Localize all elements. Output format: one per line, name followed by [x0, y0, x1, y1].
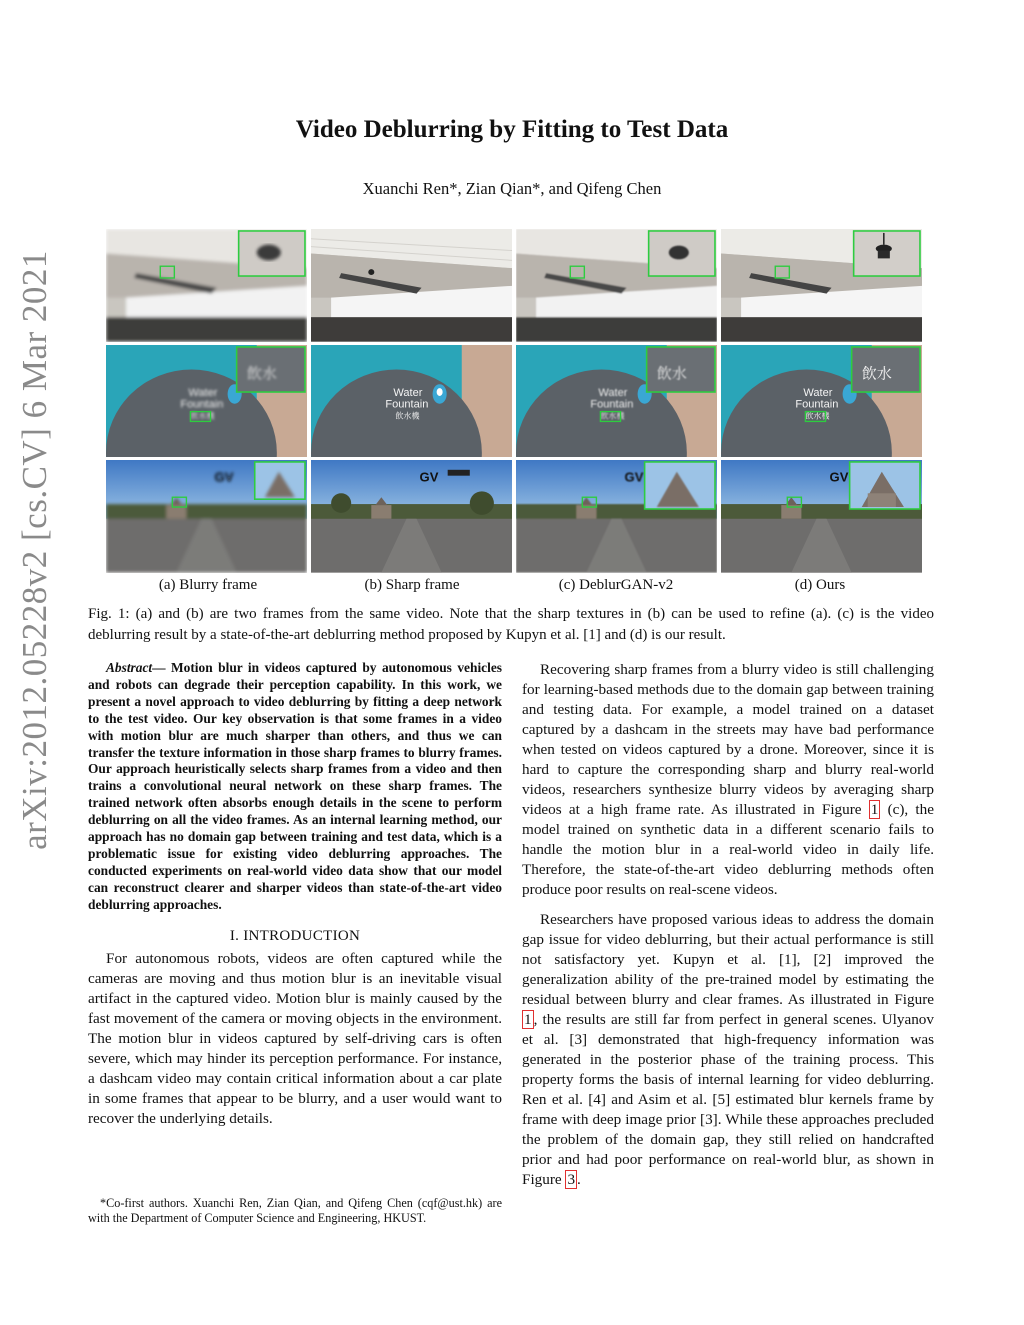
- intro-paragraph: For autonomous robots, videos are often captured while the cameras are moving and thus motion blur is an inevitable visual artifact in the captured video. Motion blur is mainly caused by the fast movement of the camera or moving objects in the environment. The motion blur in videos captured by self-driving cars is often severe, which may hinder its perception performance. For instance, a dashcam video may contain critical information about a car plate in some frames that appear to be blurry, and a user would want to recover the underlying details.: [88, 949, 502, 1127]
- subcaption-b: (b) Sharp frame: [364, 577, 460, 593]
- image-indoor-ours: [721, 229, 922, 342]
- street-letters-text: GV: [214, 470, 234, 485]
- inset-chinese-text: 飲水: [246, 364, 277, 382]
- sign-fountain-text: Fountain: [180, 398, 224, 411]
- figure-1-grid: [106, 229, 922, 573]
- abstract-dash: —: [152, 660, 172, 675]
- subcaption-d: (d) Ours: [794, 577, 846, 593]
- figure-ref-link[interactable]: 3: [567, 1171, 576, 1188]
- image-indoor-deblurgan: [516, 229, 717, 342]
- sign-water-text: Water: [393, 386, 423, 399]
- sign-chinese-text: 飲水機: [600, 411, 625, 421]
- sign-water-text: Water: [598, 386, 628, 399]
- sign-chinese-text: 飲水機: [395, 411, 420, 421]
- right-paragraph-1: [522, 660, 934, 900]
- right-p1-before: Recovering sharp frames from a blurry video is still challenging for learning-based methods due to the domain gap between training and testing data. For example, a model trained on a dataset captured by a dashcam in the streets may have bad performance when tested on videos captured by a drone. Moreover, since it is hard to capture the corresponding sharp and blurry real-world videos, researchers synthesize blurry videos by averaging sharp videos at a high frame rate. As illustrated in Figure: [522, 661, 934, 818]
- arxiv-identifier: [10, 150, 60, 950]
- right-p1-after: (c), the model trained on synthetic data in a different scenario fails to handle the motion blur in a real-world video in daily life. Therefore, the state-of-the-art video deblurring methods often produce poor results on real-scene videos.: [522, 801, 934, 898]
- street-letters-text: GV: [829, 470, 849, 485]
- figure-ref-link[interactable]: 1: [524, 1011, 532, 1028]
- image-street-blurry: [106, 460, 307, 573]
- sign-water-text: Water: [188, 386, 218, 399]
- subcaption-a: (a) Blurry frame: [158, 577, 258, 593]
- sign-fountain-text: Fountain: [385, 398, 429, 411]
- right-paragraph-2: [522, 910, 934, 1190]
- abstract-text: Motion blur in videos captured by autonomous vehicles and robots can degrade their perception capability. In this work, we present a novel approach to video deblurring by fitting a deep network to the test video. Our key observation is that some frames in a video with motion blur are much sharper than others, and thus we can transfer the texture information in those sharp frames to blurry frames. Our approach heuristically selects sharp frames from a video and then trains a convolutional neural network on these sharp frames. The trained network often absorbs enough details in the scene to perform deblurring on all the video frames. As an internal learning method, our approach has no domain gap between training and test data, which is a problematic issue for existing video deblurring approaches. The conducted experiments on real-world video data show that our model can reconstruct clearer and sharper videos than state-of-the-art video deblurring approaches.: [88, 660, 502, 912]
- inset-chinese-text: 飲水: [861, 364, 892, 382]
- subcaption-c: (c) DeblurGAN-v2: [558, 577, 674, 593]
- image-street-deblurgan: [516, 460, 717, 573]
- paper-title: Video Deblurring by Fitting to Test Data: [295, 116, 729, 143]
- figure-ref-link[interactable]: 1: [870, 801, 879, 818]
- street-letters-text: GV: [419, 470, 439, 485]
- left-column: [88, 660, 502, 1129]
- image-sign-ours: [721, 345, 922, 458]
- image-sign-sharp: [311, 345, 512, 458]
- image-sign-blurry: [106, 345, 307, 458]
- right-column: [522, 660, 934, 1190]
- right-p2-before: Researchers have proposed various ideas to address the domain gap issue for video deblurring, but their actual performance is still not satisfactory yet. Kupyn et al. [1], [2] improved the generalization ability of the pre-trained model by estimating the residual between blurry and clear frames. As illustrated in Figure: [522, 911, 934, 1008]
- figure-subcaptions: [106, 577, 922, 594]
- image-street-sharp: [311, 460, 512, 573]
- figure-caption: Fig. 1: (a) and (b) are two frames from the same video. Note that the sharp textures in (b) can be used to refine (a). (c) is the video deblurring result by a state-of-the-art deblurring method proposed by Kupyn et al. [1] and (d) is our result.: [88, 606, 934, 643]
- sign-chinese-text: 飲水機: [805, 411, 830, 421]
- section-title-introduction: I. INTRODUCTION: [229, 927, 361, 944]
- right-p2-after: .: [577, 1171, 581, 1188]
- image-street-ours: [721, 460, 922, 573]
- arxiv-identifier-text: arXiv:2012.05228v2 [cs.CV] 6 Mar 2021: [15, 250, 54, 850]
- street-letters-text: GV: [624, 470, 644, 485]
- inset-chinese-text: 飲水: [656, 364, 687, 382]
- right-p2-middle: , the results are still far from perfect in general scenes. Ulyanov et al. [3] demonstrated that high-frequency information was generated in the posterior phase of the training process. This property forms the basis of internal learning for video deblurring. Ren et al. [4] and Asim et al. [5] estimated blur kernels frame by frame with deep image prior [3]. While these approaches precluded the problem of the domain gap, they still relied on handcrafted prior and had poor performance on real-world blur, as shown in Figure: [522, 1011, 934, 1188]
- paper-authors: Xuanchi Ren*, Zian Qian*, and Qifeng Chen: [362, 179, 662, 198]
- image-indoor-sharp: [311, 229, 512, 342]
- abstract-label: Abstract: [106, 660, 153, 675]
- abstract: [88, 660, 502, 914]
- sign-water-text: Water: [803, 386, 833, 399]
- image-indoor-blurry: [106, 229, 307, 342]
- sign-fountain-text: Fountain: [795, 398, 839, 411]
- sign-fountain-text: Fountain: [590, 398, 634, 411]
- footnote: *Co-first authors. Xuanchi Ren, Zian Qian, and Qifeng Chen (cqf@ust.hk) are with the Department of Computer Science and Engineering, HKUST.: [88, 1196, 502, 1225]
- sign-chinese-text: 飲水機: [190, 411, 215, 421]
- image-sign-deblurgan: [516, 345, 717, 458]
